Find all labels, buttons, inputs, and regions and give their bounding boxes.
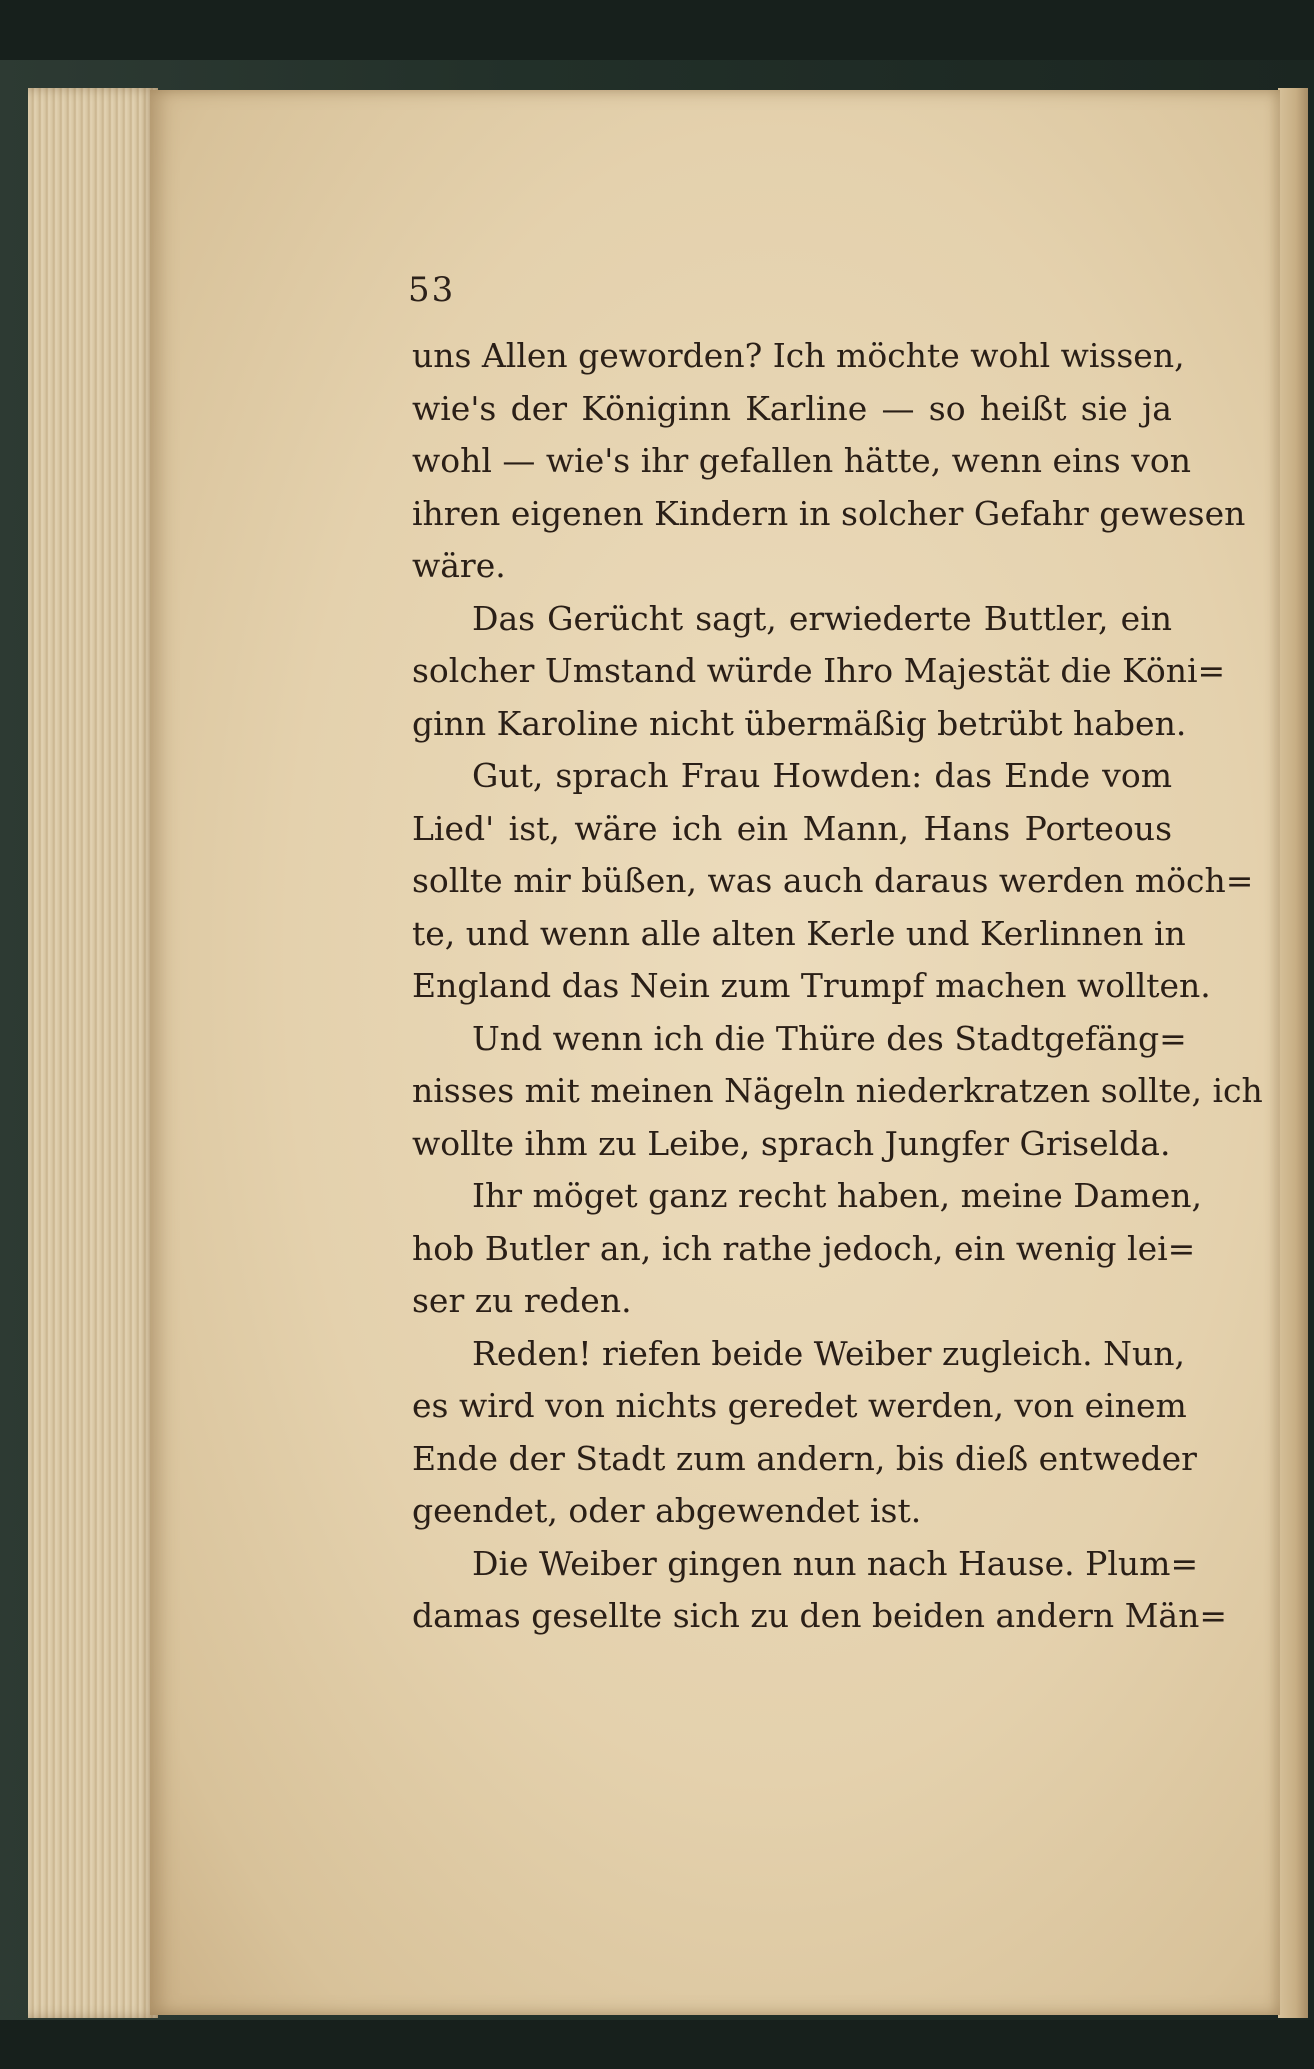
text-line: England das Nein zum Trumpf machen wollten.	[412, 966, 1211, 1005]
text-line: Lied' ist, wäre ich ein Mann, Hans Porteous	[412, 808, 1172, 848]
text-line: Reden! riefen beide Weiber zugleich. Nun,	[472, 1333, 1185, 1373]
text-line: uns Allen geworden? Ich möchte wohl wissen,	[412, 336, 1185, 375]
text-line: wollte ihm zu Leibe, sprach Jungfer Griselda.	[412, 1123, 1171, 1163]
text-line: wie's der Königinn Karline — so heißt sie ja	[412, 388, 1172, 428]
text-line: wäre.	[412, 546, 506, 585]
page-edges	[28, 88, 158, 2018]
text-line: Gut, sprach Frau Howden: das Ende vom	[472, 756, 1172, 795]
text-line: Das Gerücht sagt, erwiederte Buttler, ein	[472, 598, 1172, 638]
text-line: damas gesellte sich zu den beiden andern Män=	[412, 1596, 1228, 1635]
text-line: solcher Umstand würde Ihro Majestät die Köni=	[412, 651, 1226, 690]
right-page-edge	[1278, 88, 1308, 2018]
page-text	[412, 330, 1263, 1643]
text-line: ginn Karoline nicht übermäßig betrübt haben.	[412, 703, 1187, 743]
text-line: ser zu reden.	[412, 1281, 632, 1320]
text-line: geendet, oder abgewendet ist.	[412, 1491, 922, 1530]
text-line: te, und wenn alle alten Kerle und Kerlinnen in	[412, 913, 1186, 953]
text-line: hob Butler an, ich rathe jedoch, ein wenig lei=	[412, 1228, 1196, 1268]
text-line: ihren eigenen Kindern in solcher Gefahr gewesen	[412, 493, 1246, 533]
text-line: Und wenn ich die Thüre des Stadtgefäng=	[472, 1018, 1187, 1058]
text-line: Ihr möget ganz recht haben, meine Damen,	[472, 1176, 1202, 1215]
page-number: 53	[408, 270, 456, 310]
text-line: sollte mir büßen, was auch daraus werden möch=	[412, 861, 1254, 900]
text-line: Die Weiber gingen nun nach Hause. Plum=	[472, 1543, 1199, 1583]
text-line: wohl — wie's ihr gefallen hätte, wenn eins von	[412, 441, 1191, 480]
text-line: es wird von nichts geredet werden, von einem	[412, 1386, 1187, 1425]
text-line: Ende der Stadt zum andern, bis dieß entweder	[412, 1438, 1197, 1478]
text-line: nisses mit meinen Nägeln niederkratzen sollte, ich	[412, 1071, 1263, 1110]
